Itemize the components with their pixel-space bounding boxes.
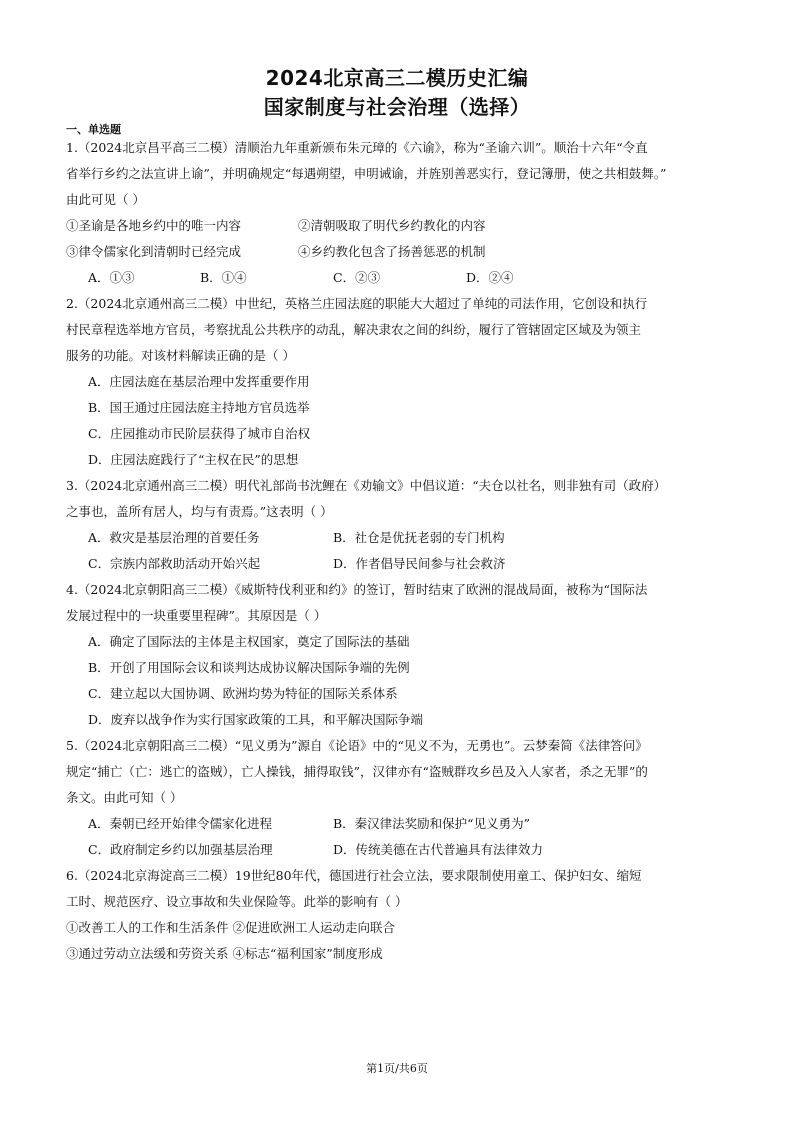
question-text-line: 4.（2024北京朝阳高三二模）《威斯特伐利亚和约》的签订，暂时结束了欧洲的混战局面，被称为“国际法 [66,582,648,597]
option-d[interactable]: D．②④ [466,270,514,285]
statement-item: ④乡约教化包含了扬善惩恶的机制 [298,244,486,259]
option-a[interactable]: A．秦朝已经开始律令儒家化进程 [88,816,273,831]
question-text-line: 工时、规范医疗、设立事故和失业保险等。此举的影响有（ ） [66,894,408,909]
option-c[interactable]: C．宗族内部救助活动开始兴起 [88,556,261,571]
option-c[interactable]: C．庄园推动市民阶层获得了城市自治权 [88,426,311,441]
page-number: 第1页/共6页 [366,1062,428,1075]
option-a[interactable]: A．庄园法庭在基层治理中发挥重要作用 [88,374,310,389]
question-text-line: 服务的功能。对该材料解读正确的是（ ） [66,348,295,363]
option-a[interactable]: A．救灾是基层治理的首要任务 [88,530,260,545]
question-text-line: 条文。由此可知（ ） [66,790,183,805]
document-title: 2024北京高三二模历史汇编 [265,66,529,90]
statement-item: ②清朝吸取了明代乡约教化的内容 [298,218,486,233]
question-text-line: 规定“捕亡（亡：逃亡的盗贼），亡人操钱，捕得取钱”，汉律亦有“盗贼群攻乡邑及入人家者，杀之无罪”的 [66,764,648,779]
question-text-line: 村民章程选举地方官员，考察扰乱公共秩序的动乱，解决隶农之间的纠纷，履行了管辖固定区域及为领主 [66,322,642,337]
question-text-line: 由此可见（ ） [66,192,145,207]
question-text-line: 2.（2024北京通州高三二模）中世纪，英格兰庄园法庭的职能大大超过了单纯的司法作用，它创设和执行 [66,296,648,311]
option-c[interactable]: C．建立起以大国协调、欧洲均势为特征的国际关系体系 [88,686,398,701]
section-heading: 一、单选题 [66,123,121,136]
option-c[interactable]: C．政府制定乡约以加强基层治理 [88,842,273,857]
statement-item: ③通过劳动立法缓和劳资关系 ④标志“福利国家”制度形成 [66,946,383,961]
option-d[interactable]: D．作者倡导民间参与社会救济 [333,556,506,571]
option-d[interactable]: D．废弃以战争作为实行国家政策的工具，和平解决国际争端 [88,712,424,727]
question-text-line: 1.（2024北京昌平高三二模）清顺治九年重新颁布朱元璋的《六谕》，称为“圣谕六训”。顺治十六年“令直 [66,140,648,155]
document-subtitle: 国家制度与社会治理（选择） [263,95,531,119]
question-text-line: 之事也，盖所有居人，均与有责焉。”这表明（ ） [66,504,333,519]
statement-item: ①改善工人的工作和生活条件 ②促进欧洲工人运动走向联合 [66,920,395,935]
question-text-line: 3.（2024北京通州高三二模）明代礼部尚书沈鲤在《劝输文》中倡议道：“夫仓以社名，则非独有司（政府） [66,478,667,493]
option-b[interactable]: B．秦汉律法奖励和保护“见义勇为” [333,816,530,831]
question-text-line: 5.（2024北京朝阳高三二模）“见义勇为”源自《论语》中的“见义不为，无勇也”。云梦秦简《法律答问》 [66,738,648,753]
option-b[interactable]: B．开创了用国际会议和谈判达成协议解决国际争端的先例 [88,660,410,675]
question-text-line: 省举行乡约之法宣讲上谕”，并明确规定“每遇朔望，申明诫谕，并旌别善恶实行，登记簿册，使之共相鼓舞。” [66,166,667,181]
option-d[interactable]: D．传统美德在古代普遍具有法律效力 [333,842,544,857]
statement-item: ③律令儒家化到清朝时已经完成 [66,244,242,259]
statement-item: ①圣谕是各地乡约中的唯一内容 [66,218,242,233]
question-text-line: 6.（2024北京海淀高三二模）19世纪80年代，德国进行社会立法，要求限制使用童工、保护妇女、缩短 [66,868,642,883]
option-b[interactable]: B．社仓是优抚老弱的专门机构 [333,530,505,545]
option-a[interactable]: A．确定了国际法的主体是主权国家，奠定了国际法的基础 [88,634,410,649]
option-d[interactable]: D．庄园法庭践行了“主权在民”的思想 [88,452,299,467]
option-c[interactable]: C．②③ [333,270,381,285]
option-b[interactable]: B．①④ [200,270,247,285]
option-b[interactable]: B．国王通过庄园法庭主持地方官员选举 [88,400,310,415]
question-text-line: 发展过程中的一块重要里程碑”。其原因是（ ） [66,608,327,623]
option-a[interactable]: A．①③ [88,270,135,285]
